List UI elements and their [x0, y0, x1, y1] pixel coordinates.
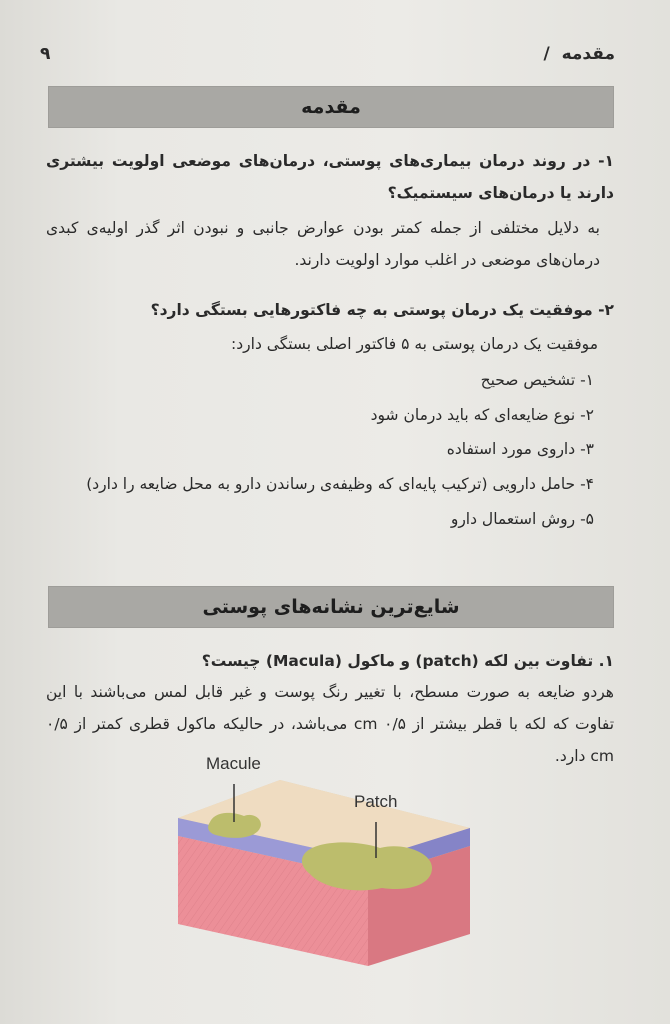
header-separator: /	[543, 44, 550, 64]
question-patch-macula: ۱. تفاوت بین لکه (patch) و ماکول (Macula) چیست؟	[201, 652, 614, 670]
factor-item: ۱- تشخیص صحیح	[480, 371, 594, 389]
factor-item: ۵- روش استعمال دارو	[450, 510, 594, 528]
question-2: ۲- موفقیت یک درمان پوستی به چه فاکتورهایی بستگی دارد؟	[150, 301, 614, 319]
skin-lesion-figure	[170, 740, 480, 972]
factor-item: ۳- داروی مورد استفاده	[446, 440, 594, 458]
section-title: شایع‌ترین نشانه‌های پوستی	[202, 596, 460, 618]
skin-block-illustration	[170, 740, 480, 972]
answer-1: به دلایل مختلفی از جمله کمتر بودن عوارض جانبی و نبودن اثر گذر اولیه‌ی کبدی درمان‌های موضعی در اغلب موارد اولویت دارند.	[46, 219, 600, 269]
chapter-title: مقدمه	[561, 44, 615, 64]
page-number: ۹	[40, 44, 51, 64]
factor-item: ۴- حامل دارویی (ترکیب پایه‌ای که وظیفه‌ی رساندن دارو به محل ضایعه را دارد)	[86, 475, 594, 493]
page-header	[40, 44, 615, 72]
running-head	[537, 44, 615, 64]
patch-label: Patch	[354, 792, 398, 811]
question-1: ۱- در روند درمان بیماری‌های پوستی، درمان‌های موضعی اولویت بیشتری دارند یا درمان‌های سیستمیک؟	[46, 152, 614, 202]
section-title: مقدمه	[301, 96, 361, 118]
macule-label: Macule	[206, 754, 261, 773]
section-heading-signs	[48, 586, 614, 628]
answer-2-intro: موفقیت یک درمان پوستی به ۵ فاکتور اصلی بستگی دارد:	[231, 335, 598, 353]
answer-patch-macula: هردو ضایعه به صورت مسطح، با تغییر رنگ پوست و غیر قابل لمس می‌باشند با این تفاوت که لکه با قطر بیشتر از ۰/۵ cm می‌باشد، در حالیکه ماکول قطری کمتر از ۰/۵ cm دارد.	[46, 683, 615, 765]
factor-item: ۲- نوع ضایعه‌ای که باید درمان شود	[370, 406, 594, 424]
section-heading-intro	[48, 86, 614, 128]
